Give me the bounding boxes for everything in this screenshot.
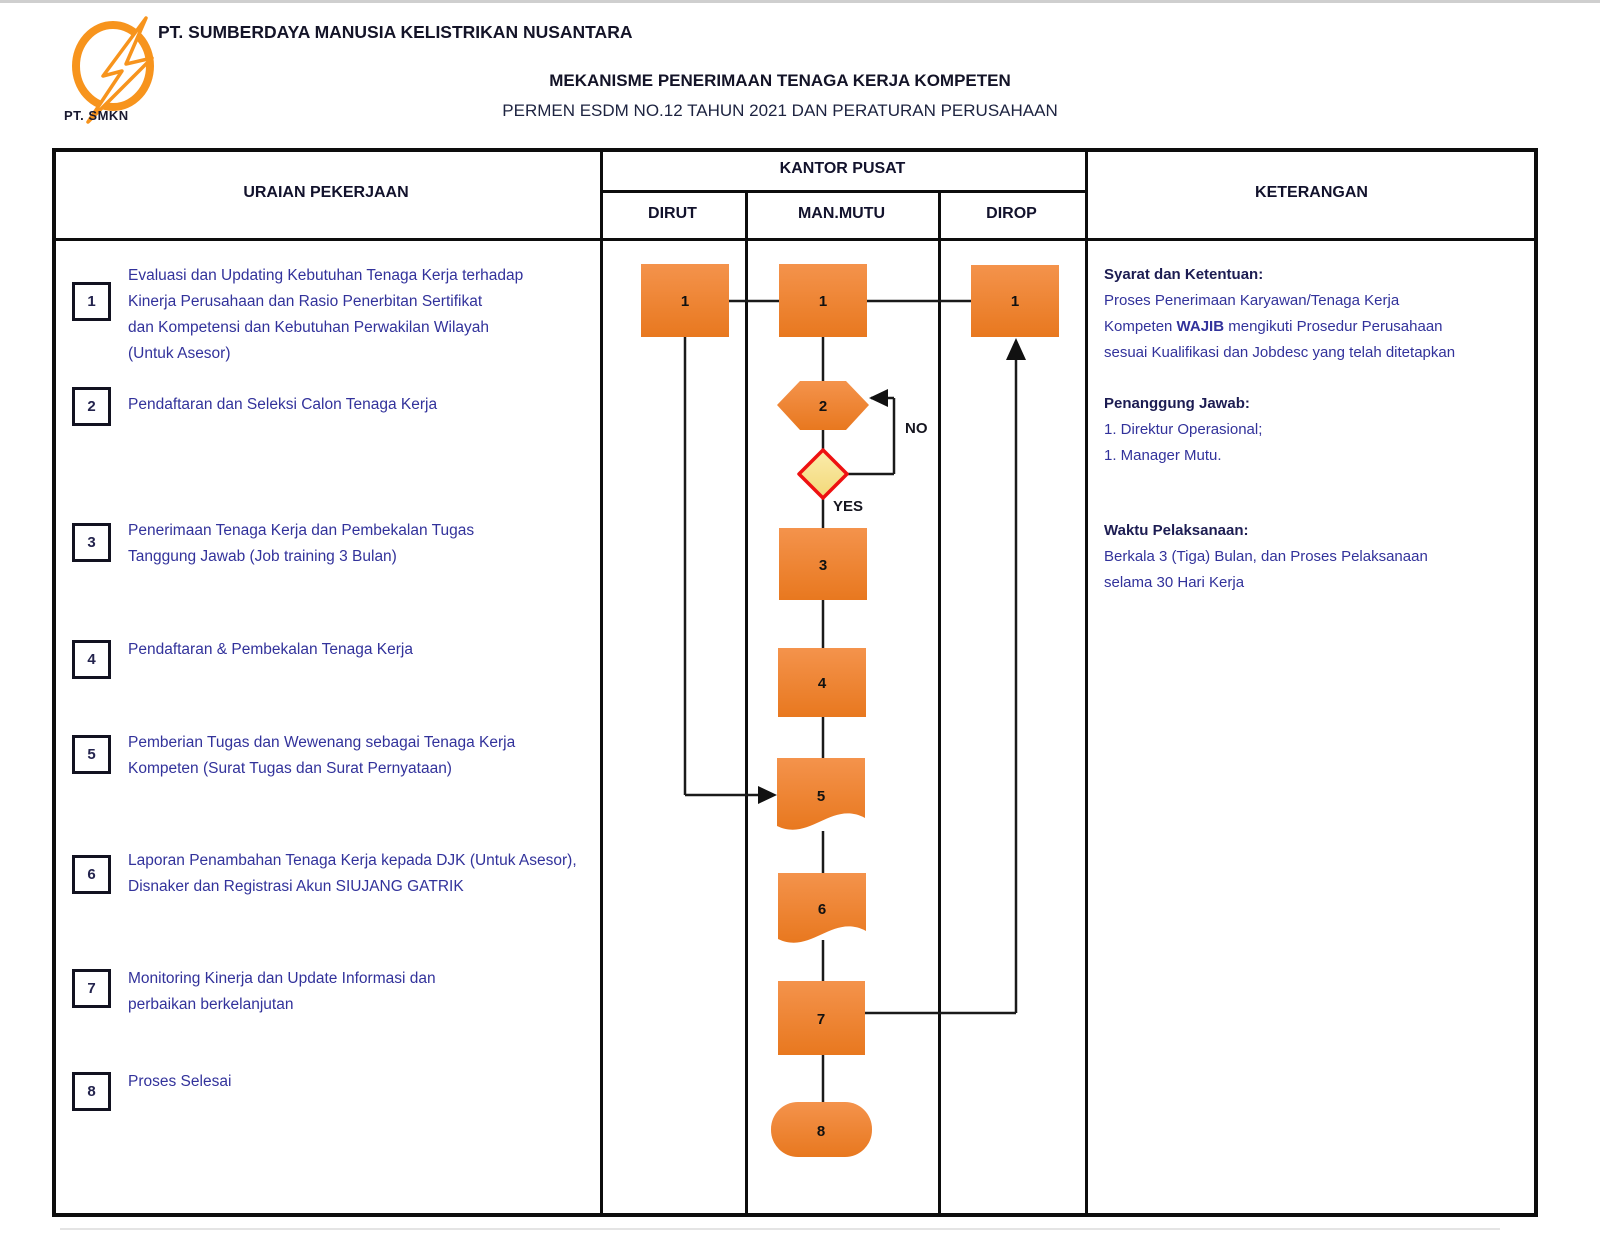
keterangan-text-line: selama 30 Hari Kerja xyxy=(1104,574,1245,591)
keterangan-text-line: Proses Penerimaan Karyawan/Tenaga Kerja xyxy=(1104,292,1400,309)
arrowhead-no-into-2-icon xyxy=(869,389,888,407)
item-text-line: Pemberian Tugas dan Wewenang sebagai Tenaga Kerja xyxy=(128,734,516,751)
item-text-line: Laporan Penambahan Tenaga Kerja kepada DJK (Untuk Asesor), xyxy=(128,852,577,869)
keterangan-text-line: 1. Manager Mutu. xyxy=(1104,447,1222,464)
item-number: 7 xyxy=(87,980,96,997)
keterangan-text-line: sesuai Kualifikasi dan Jobdesc yang telah ditetapkan xyxy=(1104,344,1456,361)
item-number: 1 xyxy=(87,293,96,310)
header-dirut: DIRUT xyxy=(648,205,697,222)
step-number: 6 xyxy=(817,901,827,918)
item-text-line: dan Kompetensi dan Kebutuhan Perwakilan Wilayah xyxy=(128,319,490,336)
doc-subtitle: PERMEN ESDM NO.12 TAHUN 2021 DAN PERATURAN PERUSAHAAN xyxy=(502,101,1058,120)
keterangan-syarat-title: Syarat dan Ketentuan: xyxy=(1104,266,1264,283)
step-number: 1 xyxy=(818,293,828,310)
keterangan-syarat-block xyxy=(1104,262,1514,366)
arrowhead-up-into-dirop1-icon xyxy=(1006,338,1026,360)
item-text-line: Kompeten (Surat Tugas dan Surat Pernyataan) xyxy=(128,760,452,777)
keterangan-text-span: Kompeten xyxy=(1104,318,1177,335)
item-number: 3 xyxy=(87,534,96,551)
scan-edge-bottom xyxy=(60,1228,1500,1230)
item-number: 8 xyxy=(87,1083,96,1100)
item-text-line: (Untuk Asesor) xyxy=(128,345,231,362)
step-number: 8 xyxy=(816,1123,826,1140)
company-name: PT. SUMBERDAYA MANUSIA KELISTRIKAN NUSANTARA xyxy=(158,22,633,42)
decision-diamond xyxy=(799,450,847,498)
step-number: 1 xyxy=(680,293,690,310)
keterangan-text-span: mengikuti Prosedur Perusahaan xyxy=(1224,318,1443,335)
header-man-mutu: MAN.MUTU xyxy=(797,205,886,222)
doc-title: MEKANISME PENERIMAAN TENAGA KERJA KOMPETEN xyxy=(549,71,1011,90)
decision-yes-label: YES xyxy=(833,498,864,515)
item-number: 6 xyxy=(87,866,96,883)
step-number: 1 xyxy=(1010,293,1020,310)
header-keterangan: KETERANGAN xyxy=(1255,184,1368,201)
decision-no-label: NO xyxy=(905,420,928,437)
header-kantor-pusat: KANTOR PUSAT xyxy=(779,160,906,177)
item-text-line: Pendaftaran & Pembekalan Tenaga Kerja xyxy=(128,641,413,658)
logo-caption: PT. SMKN xyxy=(64,108,129,123)
item-text-line: Monitoring Kinerja dan Update Informasi dan xyxy=(128,970,436,987)
step-number: 4 xyxy=(817,675,827,692)
item-number: 4 xyxy=(87,651,96,668)
item-number: 2 xyxy=(87,398,96,415)
step-number: 2 xyxy=(818,398,828,415)
item-text-line: Proses Selesai xyxy=(128,1073,232,1090)
header-uraian-pekerjaan: URAIAN PEKERJAAN xyxy=(243,184,409,201)
item-text-line: Kinerja Perusahaan dan Rasio Penerbitan Sertifikat xyxy=(128,293,483,310)
keterangan-waktu-block xyxy=(1104,518,1514,596)
keterangan-text-line: Berkala 3 (Tiga) Bulan, dan Proses Pelaksanaan xyxy=(1104,548,1428,565)
item-text-line: Tanggung Jawab (Job training 3 Bulan) xyxy=(128,548,397,565)
header-dirop: DIROP xyxy=(986,205,1037,222)
keterangan-waktu-title: Waktu Pelaksanaan: xyxy=(1104,522,1249,539)
step-number: 7 xyxy=(816,1011,826,1028)
keterangan-text-line xyxy=(1104,314,1514,340)
item-text-line: Disnaker dan Registrasi Akun SIUJANG GATRIK xyxy=(128,878,464,895)
item-text-line: Penerimaan Tenaga Kerja dan Pembekalan Tugas xyxy=(128,522,475,539)
keterangan-text-line: 1. Direktur Operasional; xyxy=(1104,421,1263,438)
item-number: 5 xyxy=(87,746,96,763)
item-text-line: Evaluasi dan Updating Kebutuhan Tenaga Kerja terhadap xyxy=(128,267,524,284)
keterangan-penanggung-jawab-block xyxy=(1104,391,1514,469)
keterangan-pj-title: Penanggung Jawab: xyxy=(1104,395,1250,412)
keterangan-wajib-emphasis: WAJIB xyxy=(1176,318,1225,335)
step-number: 5 xyxy=(816,788,826,805)
item-text-line: perbaikan berkelanjutan xyxy=(128,996,294,1013)
arrowhead-into-5-icon xyxy=(758,786,777,804)
step-number: 3 xyxy=(818,557,828,574)
item-text-line: Pendaftaran dan Seleksi Calon Tenaga Kerja xyxy=(128,396,438,413)
